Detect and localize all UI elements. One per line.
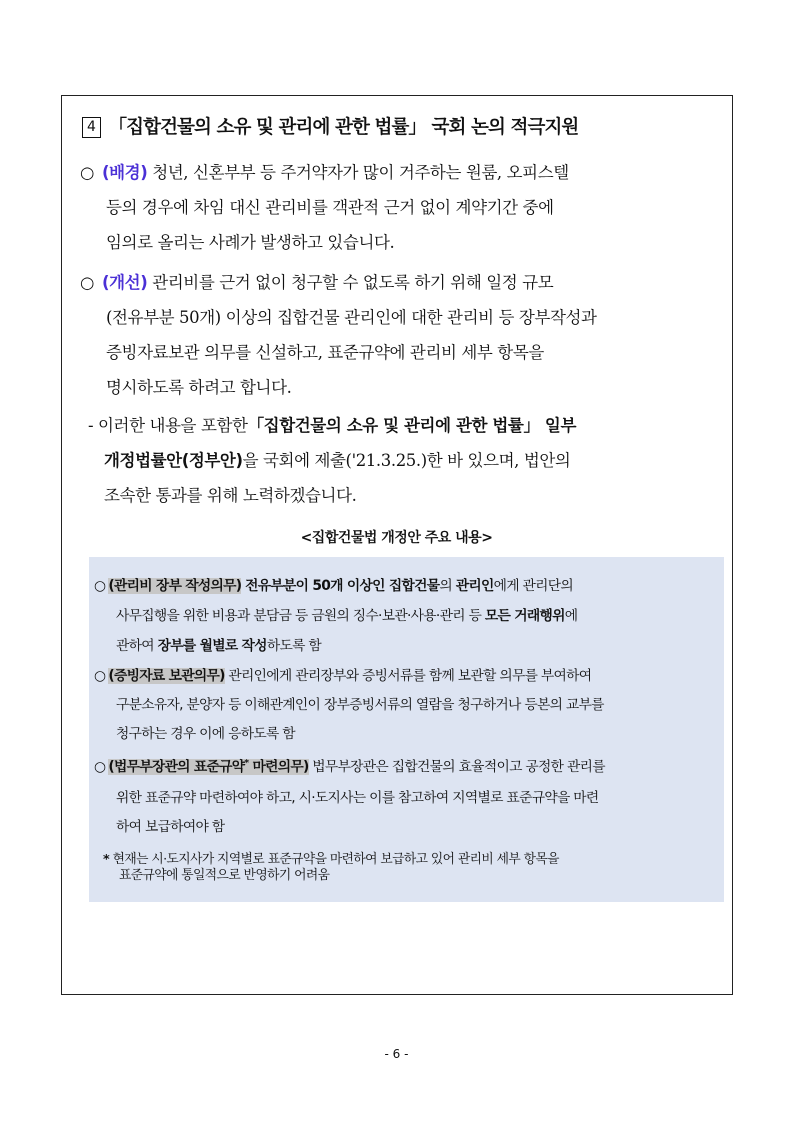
summary-item-3-line-2: 위한 표준규약 마련하여야 하고, 시·도지사는 이를 참고하여 지역별로 표준규약을 마련 <box>116 790 599 806</box>
item1-text-1: 의 <box>439 578 453 594</box>
background-line-3: 임의로 올리는 사례가 발생하고 있습니다. <box>106 233 395 252</box>
item1-line3-text: 관하여 <box>116 638 154 654</box>
section-title: 「집합건물의 소유 및 관리에 관한 법률」 국회 논의 적극지원 <box>108 117 579 138</box>
summary-item-1-line-3 <box>116 634 321 654</box>
improvement-line-3: 증빙자료보관 의무를 신설하고, 표준규약에 관리비 세부 항목을 <box>106 343 544 362</box>
item3-tag <box>108 759 308 775</box>
summary-item-1-line-2 <box>116 604 577 624</box>
footnote-line-1: 현재는 시·도지사가 지역별로 표준규약을 마련하여 보급하고 있어 관리비 세부 항목을 <box>112 852 559 867</box>
improvement-line-1: 관리비를 근거 없이 청구할 수 없도록 하기 위해 일정 규모 <box>152 273 554 292</box>
improvement-tag: (개선) <box>102 273 148 292</box>
section-heading <box>82 113 722 139</box>
page-number: - 6 - <box>384 1047 409 1061</box>
summary-item-2-line-2: 구분소유자, 분양자 등 이해관계인이 장부증빙서류의 열람을 청구하거나 등본의 교부를 <box>116 697 604 713</box>
section-number: 4 <box>82 117 101 138</box>
improvement-line-4: 명시하도록 하려고 합니다. <box>106 378 292 397</box>
background-tag: (배경) <box>102 163 148 182</box>
summary-item-2 <box>94 664 591 684</box>
item2-text-1: 관리인에게 관리장부와 증빙서류를 함께 보관할 의무를 부여하여 <box>228 668 592 684</box>
footnote-line-2: 표준규약에 통일적으로 반영하기 어려움 <box>119 868 330 883</box>
summary-title: <집합건물법 개정안 주요 내용> <box>300 530 493 546</box>
background-line-2: 등의 경우에 차임 대신 관리비를 객관적 근거 없이 계약기간 중에 <box>106 198 554 217</box>
bullet-icon: ○ <box>94 759 106 775</box>
bill-prefix: - 이러한 내용을 포함한 <box>88 416 248 435</box>
bill-line-3: 조속한 통과를 위해 노력하겠습니다. <box>104 486 357 505</box>
item3-tag-a: (법무부장관의 표준규약 <box>108 759 245 775</box>
item1-line3-end: 하도록 함 <box>266 638 322 654</box>
summary-item-3-line-3: 하여 보급하여야 함 <box>116 819 225 835</box>
item2-tag: (증빙자료 보관의무) <box>108 668 225 684</box>
footnote-asterisk: * <box>103 852 110 867</box>
item1-tag: (관리비 장부 작성의무) <box>108 578 242 594</box>
bullet-icon: ○ <box>80 163 94 182</box>
bill-line-2: 을 국회에 제출('21.3.25.)한 바 있으며, 법안의 <box>242 451 571 470</box>
item1-bold-1: 전유부분이 50개 이상인 집합건물 <box>245 578 440 594</box>
bullet-icon: ○ <box>94 668 106 684</box>
item1-bold-2: 관리인 <box>455 578 494 594</box>
improvement-line-2: (전유부분 50개) 이상의 집합건물 관리인에 대한 관리비 등 장부작성과 <box>106 308 597 327</box>
item3-tag-b: 마련의무) <box>252 759 309 775</box>
summary-item-2-line-3: 청구하는 경우 이에 응하도록 함 <box>116 726 295 742</box>
bullet-icon: ○ <box>80 273 94 292</box>
summary-item-1 <box>94 574 573 594</box>
item3-text-1: 법무부장관은 집합건물의 효율적이고 공정한 관리를 <box>312 759 605 775</box>
bullet-icon: ○ <box>94 578 106 594</box>
background-line-1: 청년, 신혼부부 등 주거약자가 많이 거주하는 원룸, 오피스텔 <box>152 163 569 182</box>
item1-line3-bold: 장부를 월별로 작성 <box>157 638 267 654</box>
bill-name: 개정법률안(정부안) <box>104 451 243 470</box>
item1-line2-text: 사무집행을 위한 비용과 분담금 등 금원의 징수·보관·사용·관리 등 <box>116 608 482 624</box>
bill-title: 「집합건물의 소유 및 관리에 관한 법률」 일부 <box>247 416 576 435</box>
improvement-paragraph <box>80 265 720 405</box>
footnote-mark: * <box>244 758 249 769</box>
item1-line2-bold: 모든 거래행위 <box>484 608 565 624</box>
item1-text-2: 에게 관리단의 <box>493 578 574 594</box>
background-paragraph <box>80 155 720 260</box>
bill-paragraph <box>88 408 720 513</box>
summary-item-3 <box>94 755 605 775</box>
item1-line2-end: 에 <box>564 608 578 624</box>
